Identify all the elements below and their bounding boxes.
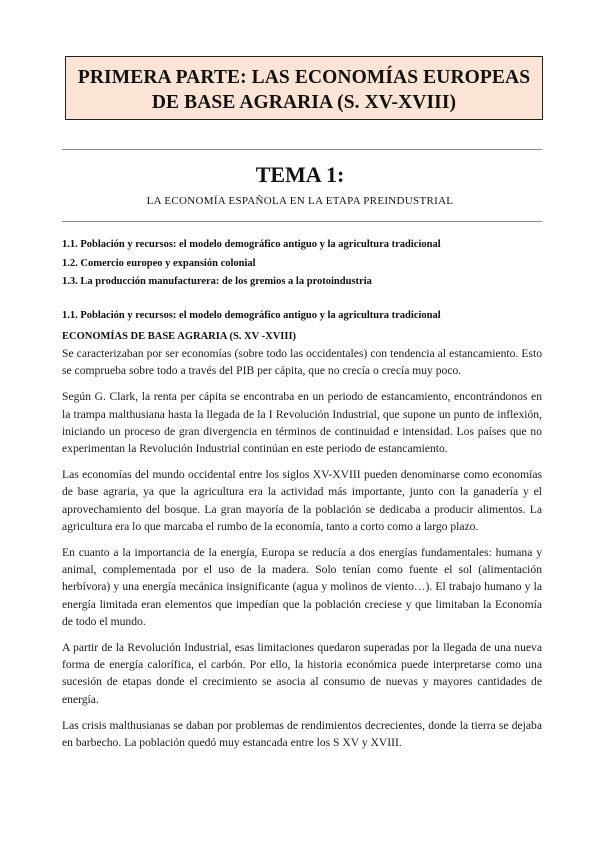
paragraph: Según G. Clark, la renta per cápita se encontraba en un periodo de estancamiento, encontrándonos en la trampa malthusiana hasta la llegada de la I Revolución Industrial, que supone un punto de inflexión, iniciando un proceso de gran divergencia en términos de continuidad e intensidad. Los países que no experimentan la Revolución Industrial continúan en este periodo de estancamiento. [62,390,542,456]
section-subheading: ECONOMÍAS DE BASE AGRARIA (S. XV -XVIII) [62,331,297,342]
paragraph: Las economías del mundo occidental entre los siglos XV-XVIII pueden denominarse como economías de base agraria, ya que la agricultura era la actividad más importante, junto con la ganadería y el aprovechamiento del bosque. La gran mayoría de la población se dedicaba a producir alimentos. La agricultura era lo que marcaba el rumbo de la economía, tanto a corto como a largo plazo. [62,468,542,533]
bottom-divider [62,221,542,222]
section-heading: 1.1. Población y recursos: el modelo demográfico antiguo y la agricultura tradicional [62,310,441,321]
body-text [62,345,542,760]
part-title-box [65,56,543,120]
tema-subtitle: LA ECONOMÍA ESPAÑOLA EN LA ETAPA PREINDUSTRIAL [146,195,454,207]
tema-title: TEMA 1: [255,162,345,187]
top-divider [62,149,542,150]
part-title-line-1: PRIMERA PARTE: LAS ECONOMÍAS EUROPEAS [77,67,531,88]
table-of-contents [62,236,441,292]
paragraph: Las crisis malthusianas se daban por problemas de rendimientos decrecientes, donde la tierra se dejaba en barbecho. La población quedó muy estancada entre los S XV y XVIII. [62,718,542,750]
paragraph: A partir de la Revolución Industrial, esas limitaciones quedaron superadas por la llegada de una nueva forma de energía calorífica, el carbón. Por ello, la historia económica puede interpretarse como una sucesión de etapas donde el crecimiento se asocia al consumo de nuevas y mayores cantidades de energía. [62,641,542,706]
toc-item: 1.2. Comercio europeo y expansión colonial [62,257,256,269]
part-title-line-2: DE BASE AGRARIA (S. XV-XVIII) [151,92,457,113]
toc-item: 1.1. Población y recursos: el modelo demográfico antiguo y la agricultura tradicional [62,239,441,250]
toc-item: 1.3. La producción manufacturera: de los gremios a la protoindustria [62,276,372,287]
paragraph: Se caracterizaban por ser economías (sobre todo las occidentales) con tendencia al estancamiento. Esto se comprueba sobre todo a través del PIB per cápita, que no crecía o crecía muy poco. [62,347,542,378]
paragraph: En cuanto a la importancia de la energía, Europa se reducía a dos energías fundamentales: humana y animal, complementada por el uso de la madera. Solo tenían como fuente el sol (alimentación herbívora) y una energía mecánica insignificante (agua y molinos de viento…). El trabajo humano y la energía limitada eran elementos que impedían que la población creciese y que limitaban la Economía de todo el mundo. [62,546,542,628]
